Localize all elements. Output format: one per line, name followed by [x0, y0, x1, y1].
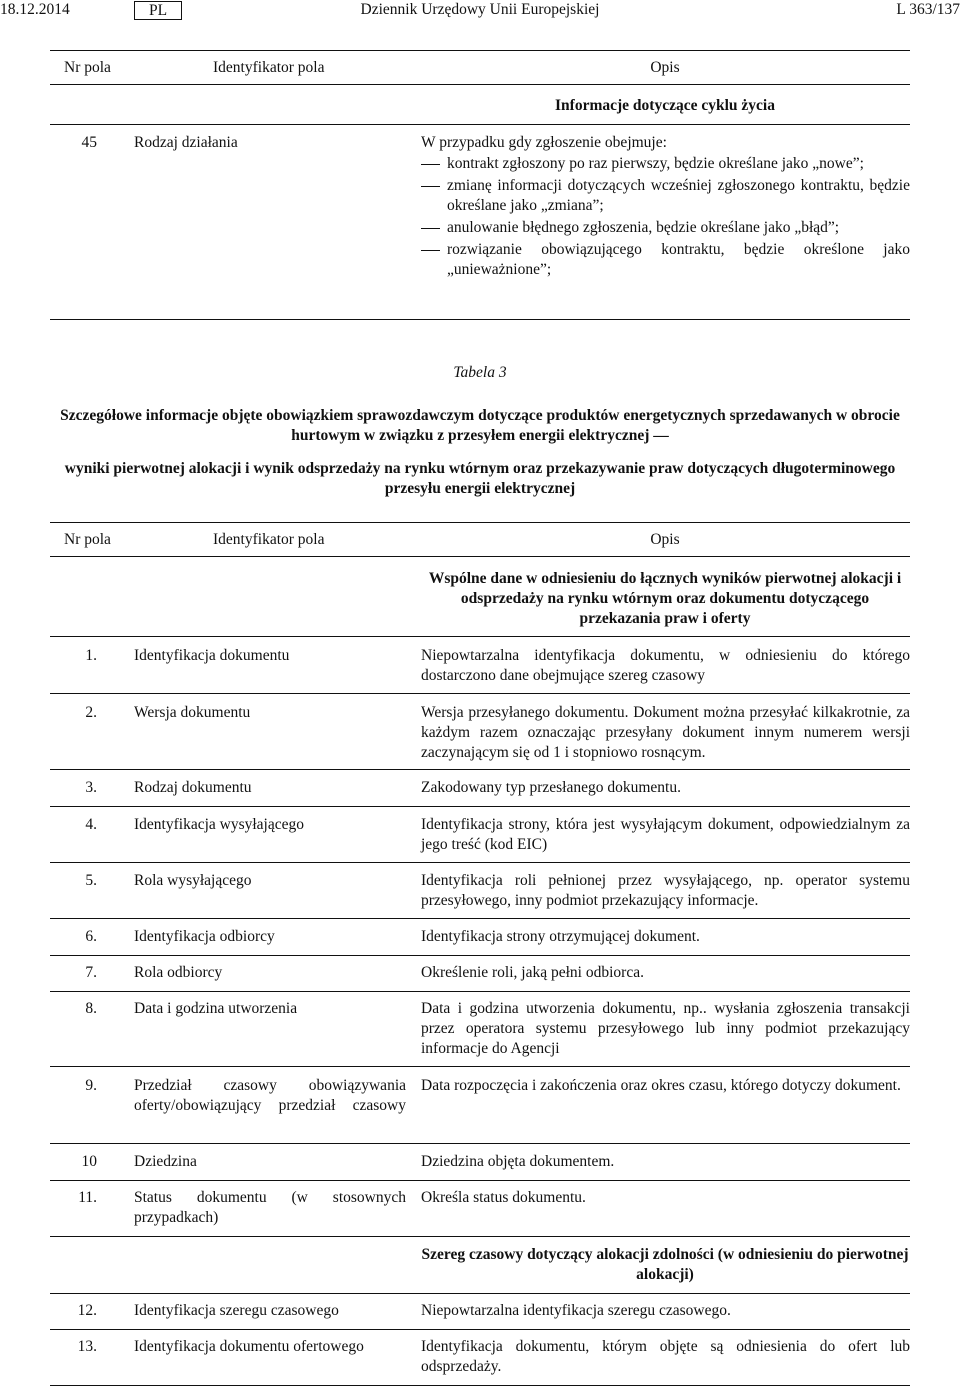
table-title-line2: wyniki pierwotnej alokacji i wynik odsprzedaży na rynku wtórnym oraz przekazywanie praw dotyczących długoterminowego przesyłu energii elektrycznej	[64, 460, 896, 497]
column-header-description: Opis	[650, 59, 680, 76]
row-description: Identyfikacja strony, która jest wysyłającym dokument, odpowiedzialnym za jego treść (kod EIC)	[421, 816, 910, 853]
row-divider	[50, 124, 910, 125]
row-identifier: Rodzaj dokumentu	[134, 779, 252, 796]
row-nr: 12.	[77, 1302, 97, 1319]
row-divider	[50, 1066, 910, 1067]
row-identifier: Identyfikacja szeregu czasowego	[134, 1302, 339, 1319]
row-divider	[50, 1143, 910, 1144]
row-description: Identyfikacja dokumentu, którym objęte są odniesienia do ofert lub odsprzedaży.	[421, 1338, 910, 1375]
table-caption: Tabela 3	[453, 364, 507, 381]
row-45-intro: W przypadku gdy zgłoszenie obejmuje:	[421, 134, 667, 151]
row-nr: 6.	[85, 928, 97, 945]
row-description: Data i godzina utworzenia dokumentu, np.. wysłania zgłoszenia transakcji przez operatora systemu przesyłowego lub inny podmiot przekazujący informacje do Agencji	[421, 1000, 910, 1057]
table3-top-rule	[50, 522, 910, 523]
table3-bottom-rule	[50, 1385, 910, 1386]
row-divider	[50, 636, 910, 637]
row-description: Identyfikacja roli pełnionej przez wysyłającego, np. operator systemu przesyłowego, inny podmiot przekazujący informacje.	[421, 872, 910, 909]
row-45-nr: 45	[81, 134, 97, 151]
row-identifier: Identyfikacja dokumentu	[134, 647, 290, 664]
row-divider	[50, 862, 910, 863]
row-identifier: Przedział czasowy obowiązywania oferty/obowiązujący przedział czasowy	[134, 1077, 406, 1114]
row-identifier: Identyfikacja dokumentu ofertowego	[134, 1338, 364, 1355]
row-description: Wersja przesyłanego dokumentu. Dokument można przesyłać kilkakrotnie, za każdym razem oznaczając przesyłany dokument innym numerem wersji zaczynającym się od 1 i stopniowo rosnącym.	[421, 704, 910, 761]
row-divider	[50, 918, 910, 919]
section-title-time-series: Szereg czasowy dotyczący alokacji zdolności (w odniesieniu do pierwotnej alokacji)	[421, 1246, 909, 1283]
list-item: rozwiązanie obowiązującego kontraktu, będzie określone jako „unieważnione”;	[421, 240, 910, 280]
row-45-identifier: Rodzaj działania	[134, 134, 238, 151]
row-nr: 2.	[85, 704, 97, 721]
row-nr: 8.	[85, 1000, 97, 1017]
publication-date: 18.12.2014	[0, 1, 70, 18]
row-identifier: Data i godzina utworzenia	[134, 1000, 298, 1017]
column-header-rule	[50, 556, 910, 557]
column-header-nr: Nr pola	[64, 531, 111, 548]
column-header-nr: Nr pola	[64, 59, 111, 76]
row-nr: 4.	[85, 816, 97, 833]
column-header-row	[0, 58, 960, 80]
row-identifier: Rola odbiorcy	[134, 964, 223, 981]
row-nr: 5.	[85, 872, 97, 889]
row-divider	[50, 1180, 910, 1181]
page-header	[0, 0, 960, 22]
row-divider	[50, 1329, 910, 1330]
row-description: Niepowtarzalna identyfikacja dokumentu, w odniesieniu do którego dostarczono dane obejmujące szereg czasowy	[421, 647, 910, 684]
row-identifier: Dziedzina	[134, 1153, 197, 1170]
row-description: Dziedzina objęta dokumentem.	[421, 1153, 615, 1170]
column-header-rule	[50, 84, 910, 85]
row-identifier: Identyfikacja wysyłającego	[134, 816, 304, 833]
table-title-line1: Szczegółowe informacje objęte obowiązkiem sprawozdawczym dotyczące produktów energetycznych sprzedawanych w obrocie hurtowym w związku z przesyłem energii elektrycznej —	[60, 407, 900, 444]
row-description: Niepowtarzalna identyfikacja szeregu czasowego.	[421, 1302, 731, 1319]
row-nr: 7.	[85, 964, 97, 981]
row-nr: 1.	[85, 647, 97, 664]
row-description: Określenie roli, jaką pełni odbiorca.	[421, 964, 644, 981]
row-nr: 9.	[85, 1077, 97, 1094]
row-nr: 3.	[85, 779, 97, 796]
row-description: Identyfikacja strony otrzymującej dokument.	[421, 928, 700, 945]
table-top-rule	[50, 50, 910, 51]
row-divider	[50, 806, 910, 807]
row-nr: 13.	[77, 1338, 97, 1355]
row-divider	[50, 991, 910, 992]
section-title-lifecycle: Informacje dotyczące cyklu życia	[555, 97, 775, 114]
section-title-common-data: Wspólne dane w odniesieniu do łącznych wyników pierwotnej alokacji i odsprzedaży na rynku wtórnym oraz dokumentu dotyczącego przekazania praw i oferty	[428, 570, 902, 627]
row-divider	[50, 1293, 910, 1294]
row-description: Określa status dokumentu.	[421, 1189, 586, 1206]
row-nr: 10	[81, 1153, 97, 1170]
row-description: Zakodowany typ przesłanego dokumentu.	[421, 779, 681, 796]
page-number: L 363/137	[896, 1, 960, 18]
row-identifier: Wersja dokumentu	[134, 704, 251, 721]
language-badge: PL	[134, 1, 182, 20]
row-divider	[50, 769, 910, 770]
list-item: kontrakt zgłoszony po raz pierwszy, będzie określane jako „nowe”;	[421, 154, 910, 174]
row-identifier: Identyfikacja odbiorcy	[134, 928, 275, 945]
journal-title: Dziennik Urzędowy Unii Europejskiej	[360, 1, 600, 18]
row-divider	[50, 955, 910, 956]
row-divider	[50, 693, 910, 694]
row-45-description	[421, 133, 910, 280]
list-item: anulowanie błędnego zgłoszenia, będzie określane jako „błąd”;	[421, 218, 910, 238]
column-header-description: Opis	[650, 531, 680, 548]
table3-column-header-row	[0, 530, 960, 552]
column-header-identifier: Identyfikator pola	[213, 531, 325, 548]
row-description: Data rozpoczęcia i zakończenia oraz okres czasu, którego dotyczy dokument.	[421, 1077, 901, 1094]
column-header-identifier: Identyfikator pola	[213, 59, 325, 76]
row-identifier: Rola wysyłającego	[134, 872, 252, 889]
list-item: zmianę informacji dotyczących wcześniej zgłoszonego kontraktu, będzie określane jako „zmiana”;	[421, 176, 910, 216]
row-identifier: Status dokumentu (w stosownych przypadkach)	[134, 1189, 406, 1226]
row-nr: 11.	[78, 1189, 97, 1206]
table-bottom-rule	[50, 319, 910, 320]
row-divider	[50, 1236, 910, 1237]
